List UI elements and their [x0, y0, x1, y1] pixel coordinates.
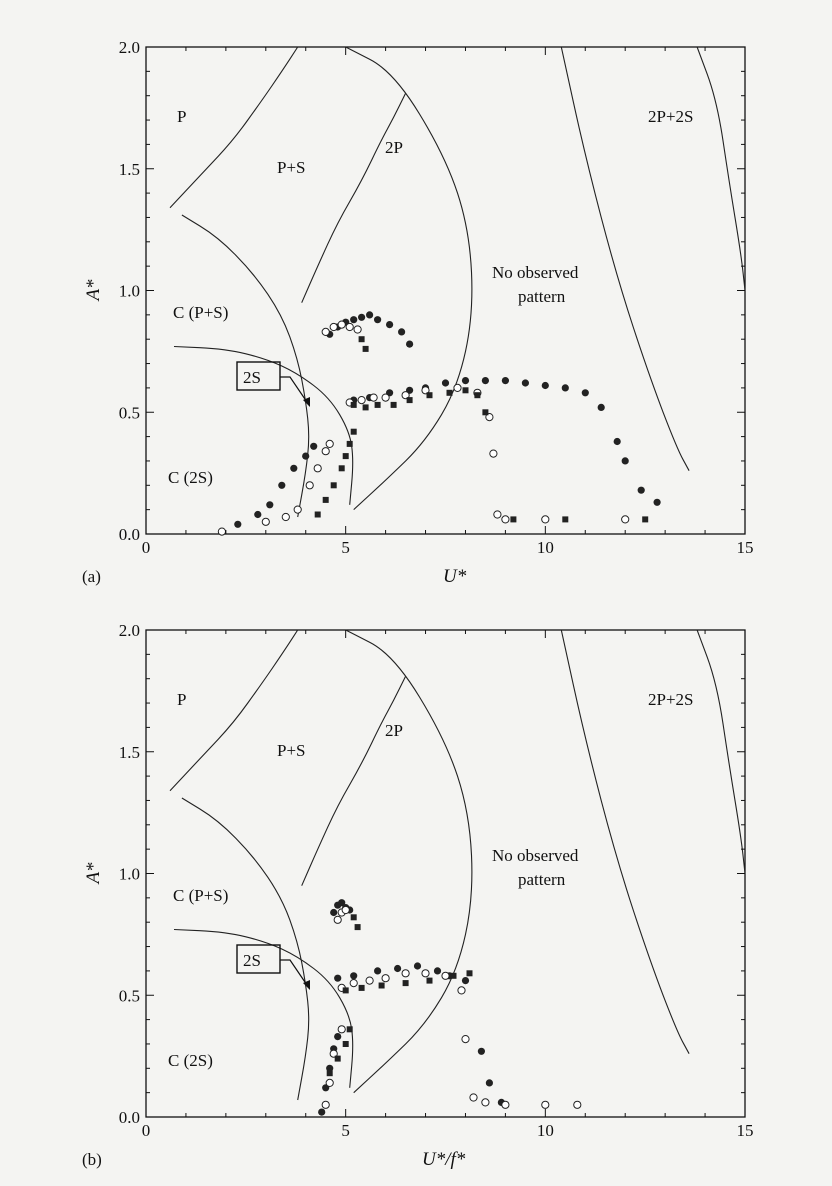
data-point-open-circle — [354, 326, 361, 333]
data-point-square — [510, 516, 516, 522]
data-point-square — [562, 516, 568, 522]
data-point-square — [343, 453, 349, 459]
data-point-square — [375, 402, 381, 408]
data-point-open-circle — [326, 1079, 333, 1086]
data-point-open-circle — [262, 518, 269, 525]
data-point-open-circle — [470, 1094, 477, 1101]
data-point-filled-circle — [278, 482, 285, 489]
region-label-pattern: pattern — [518, 870, 566, 889]
x-axis-title-a: U* — [443, 566, 467, 587]
region-label-2p: 2P — [385, 721, 403, 740]
data-point-open-circle — [402, 970, 409, 977]
data-point-square — [427, 392, 433, 398]
region-label-c-2s: C (2S) — [168, 1051, 213, 1070]
data-point-square — [331, 482, 337, 488]
data-point-filled-circle — [414, 962, 421, 969]
x-tick-label: 5 — [341, 538, 350, 557]
data-point-filled-circle — [334, 975, 341, 982]
data-point-square — [339, 465, 345, 471]
data-point-open-circle — [454, 384, 461, 391]
data-point-open-circle — [322, 1101, 329, 1108]
data-point-square — [391, 402, 397, 408]
region-label-2p: 2P — [385, 138, 403, 157]
data-point-square — [347, 1026, 353, 1032]
data-point-open-circle — [442, 972, 449, 979]
data-point-open-circle — [490, 450, 497, 457]
data-point-open-circle — [366, 977, 373, 984]
y-tick-label: 0.0 — [118, 525, 140, 544]
data-point-square — [363, 346, 369, 352]
data-point-square — [351, 429, 357, 435]
y-tick-label: 1.5 — [118, 159, 140, 179]
y-axis-title-a: A* — [83, 279, 104, 301]
y-tick-label: 1.5 — [118, 742, 140, 762]
region-label-pattern: pattern — [518, 287, 566, 306]
region-label-2s: 2S — [243, 951, 261, 970]
data-point-open-circle — [218, 528, 225, 535]
data-point-open-circle — [482, 1099, 489, 1106]
data-point-filled-circle — [310, 443, 317, 450]
data-point-square — [355, 924, 361, 930]
data-point-square — [467, 970, 473, 976]
data-point-open-circle — [462, 1036, 469, 1043]
data-point-filled-circle — [622, 457, 629, 464]
data-point-filled-circle — [638, 487, 645, 494]
data-point-square — [315, 512, 321, 518]
data-point-square — [407, 397, 413, 403]
region-label-no-observed: No observed — [492, 263, 579, 282]
data-point-open-circle — [502, 1101, 509, 1108]
region-label-p-plus-s: P+S — [277, 741, 306, 760]
y-tick-label: 0.5 — [118, 403, 140, 423]
data-point-filled-circle — [358, 314, 365, 321]
data-point-open-circle — [542, 516, 549, 523]
region-label-p: P — [177, 690, 187, 709]
data-point-filled-circle — [654, 499, 661, 506]
data-point-open-circle — [574, 1101, 581, 1108]
data-point-square — [359, 336, 365, 342]
region-label-no-observed: No observed — [492, 846, 579, 865]
data-point-filled-circle — [522, 379, 529, 386]
data-point-square — [323, 497, 329, 503]
data-point-open-circle — [382, 975, 389, 982]
data-point-filled-circle — [434, 967, 441, 974]
data-point-square — [482, 409, 488, 415]
data-point-filled-circle — [486, 1079, 493, 1086]
region-label-2p-plus-2s: 2P+2S — [648, 690, 694, 709]
data-point-open-circle — [338, 1026, 345, 1033]
data-point-open-circle — [458, 987, 465, 994]
data-point-open-circle — [542, 1101, 549, 1108]
x-tick-label: 5 — [341, 1121, 350, 1140]
data-point-filled-circle — [366, 311, 373, 318]
panel-label-a: (a) — [82, 567, 101, 586]
data-point-open-circle — [326, 440, 333, 447]
data-point-filled-circle — [254, 511, 261, 518]
data-point-square — [474, 392, 480, 398]
data-point-filled-circle — [386, 321, 393, 328]
data-point-filled-circle — [330, 909, 337, 916]
data-point-filled-circle — [350, 972, 357, 979]
data-point-filled-circle — [502, 377, 509, 384]
panel-a — [82, 38, 754, 587]
data-point-open-circle — [282, 513, 289, 520]
y-tick-label: 2.0 — [118, 38, 140, 57]
data-point-filled-circle — [598, 404, 605, 411]
data-point-square — [363, 404, 369, 410]
data-point-square — [359, 985, 365, 991]
data-point-filled-circle — [290, 465, 297, 472]
panel-b — [82, 621, 754, 1170]
data-point-open-circle — [338, 321, 345, 328]
x-tick-label: 15 — [736, 538, 754, 557]
data-point-square — [642, 516, 648, 522]
x-tick-label: 10 — [536, 1121, 554, 1140]
data-point-filled-circle — [394, 965, 401, 972]
data-point-filled-circle — [462, 377, 469, 384]
data-point-square — [327, 1070, 333, 1076]
data-point-open-circle — [622, 516, 629, 523]
x-axis-title-b: U*/f* — [422, 1149, 466, 1170]
data-series-b — [318, 899, 581, 1116]
y-axis-title-b: A* — [83, 862, 104, 884]
data-point-open-circle — [334, 916, 341, 923]
data-point-open-circle — [346, 323, 353, 330]
data-point-open-circle — [370, 394, 377, 401]
region-boundary-4 — [346, 47, 472, 510]
region-label-p: P — [177, 107, 187, 126]
data-point-open-circle — [502, 516, 509, 523]
y-tick-label: 2.0 — [118, 621, 140, 640]
data-point-filled-circle — [614, 438, 621, 445]
data-point-square — [427, 978, 433, 984]
data-point-filled-circle — [334, 1033, 341, 1040]
data-point-square — [351, 914, 357, 920]
x-tick-label: 0 — [141, 538, 151, 557]
data-point-open-circle — [306, 482, 313, 489]
data-point-square — [343, 987, 349, 993]
data-point-open-circle — [350, 980, 357, 987]
y-tick-label: 0.5 — [118, 986, 140, 1006]
panel-label-b: (b) — [82, 1150, 102, 1169]
data-point-square — [343, 1041, 349, 1047]
region-boundary-0 — [170, 630, 298, 791]
data-point-filled-circle — [374, 967, 381, 974]
data-point-filled-circle — [462, 977, 469, 984]
data-point-open-circle — [330, 323, 337, 330]
x-tick-label: 10 — [536, 538, 554, 557]
data-point-square — [379, 983, 385, 989]
x-tick-label: 15 — [736, 1121, 754, 1140]
data-point-filled-circle — [442, 379, 449, 386]
data-point-filled-circle — [398, 328, 405, 335]
y-tick-label: 0.0 — [118, 1108, 140, 1127]
data-point-filled-circle — [406, 341, 413, 348]
data-point-open-circle — [322, 448, 329, 455]
data-point-filled-circle — [582, 389, 589, 396]
data-point-filled-circle — [266, 501, 273, 508]
data-point-square — [347, 441, 353, 447]
data-point-filled-circle — [350, 316, 357, 323]
data-point-open-circle — [294, 506, 301, 513]
data-point-open-circle — [382, 394, 389, 401]
region-boundary-3 — [302, 676, 406, 885]
data-point-open-circle — [314, 465, 321, 472]
data-point-square — [351, 402, 357, 408]
data-point-filled-circle — [562, 384, 569, 391]
data-point-square — [403, 980, 409, 986]
region-label-c-p-plus-s: C (P+S) — [173, 303, 229, 322]
region-label-c-p-plus-s: C (P+S) — [173, 886, 229, 905]
data-point-square — [447, 390, 453, 396]
y-tick-label: 1.0 — [118, 864, 140, 884]
y-tick-label: 1.0 — [118, 281, 140, 301]
data-point-open-circle — [322, 328, 329, 335]
data-point-filled-circle — [318, 1109, 325, 1116]
data-point-filled-circle — [302, 453, 309, 460]
region-label-2p-plus-2s: 2P+2S — [648, 107, 694, 126]
data-point-open-circle — [358, 397, 365, 404]
data-point-open-circle — [422, 970, 429, 977]
data-point-filled-circle — [478, 1048, 485, 1055]
data-point-square — [451, 973, 457, 979]
data-point-filled-circle — [542, 382, 549, 389]
data-point-filled-circle — [482, 377, 489, 384]
region-boundary-3 — [302, 93, 406, 302]
data-point-filled-circle — [234, 521, 241, 528]
data-point-filled-circle — [374, 316, 381, 323]
data-point-square — [335, 1056, 341, 1062]
data-point-open-circle — [342, 906, 349, 913]
region-boundary-4 — [346, 630, 472, 1093]
data-point-square — [463, 387, 469, 393]
region-label-c-2s: C (2S) — [168, 468, 213, 487]
region-boundary-0 — [170, 47, 298, 208]
x-tick-label: 0 — [141, 1121, 151, 1140]
region-label-2s: 2S — [243, 368, 261, 387]
data-series-a — [218, 311, 660, 535]
region-label-p-plus-s: P+S — [277, 158, 306, 177]
data-point-open-circle — [494, 511, 501, 518]
